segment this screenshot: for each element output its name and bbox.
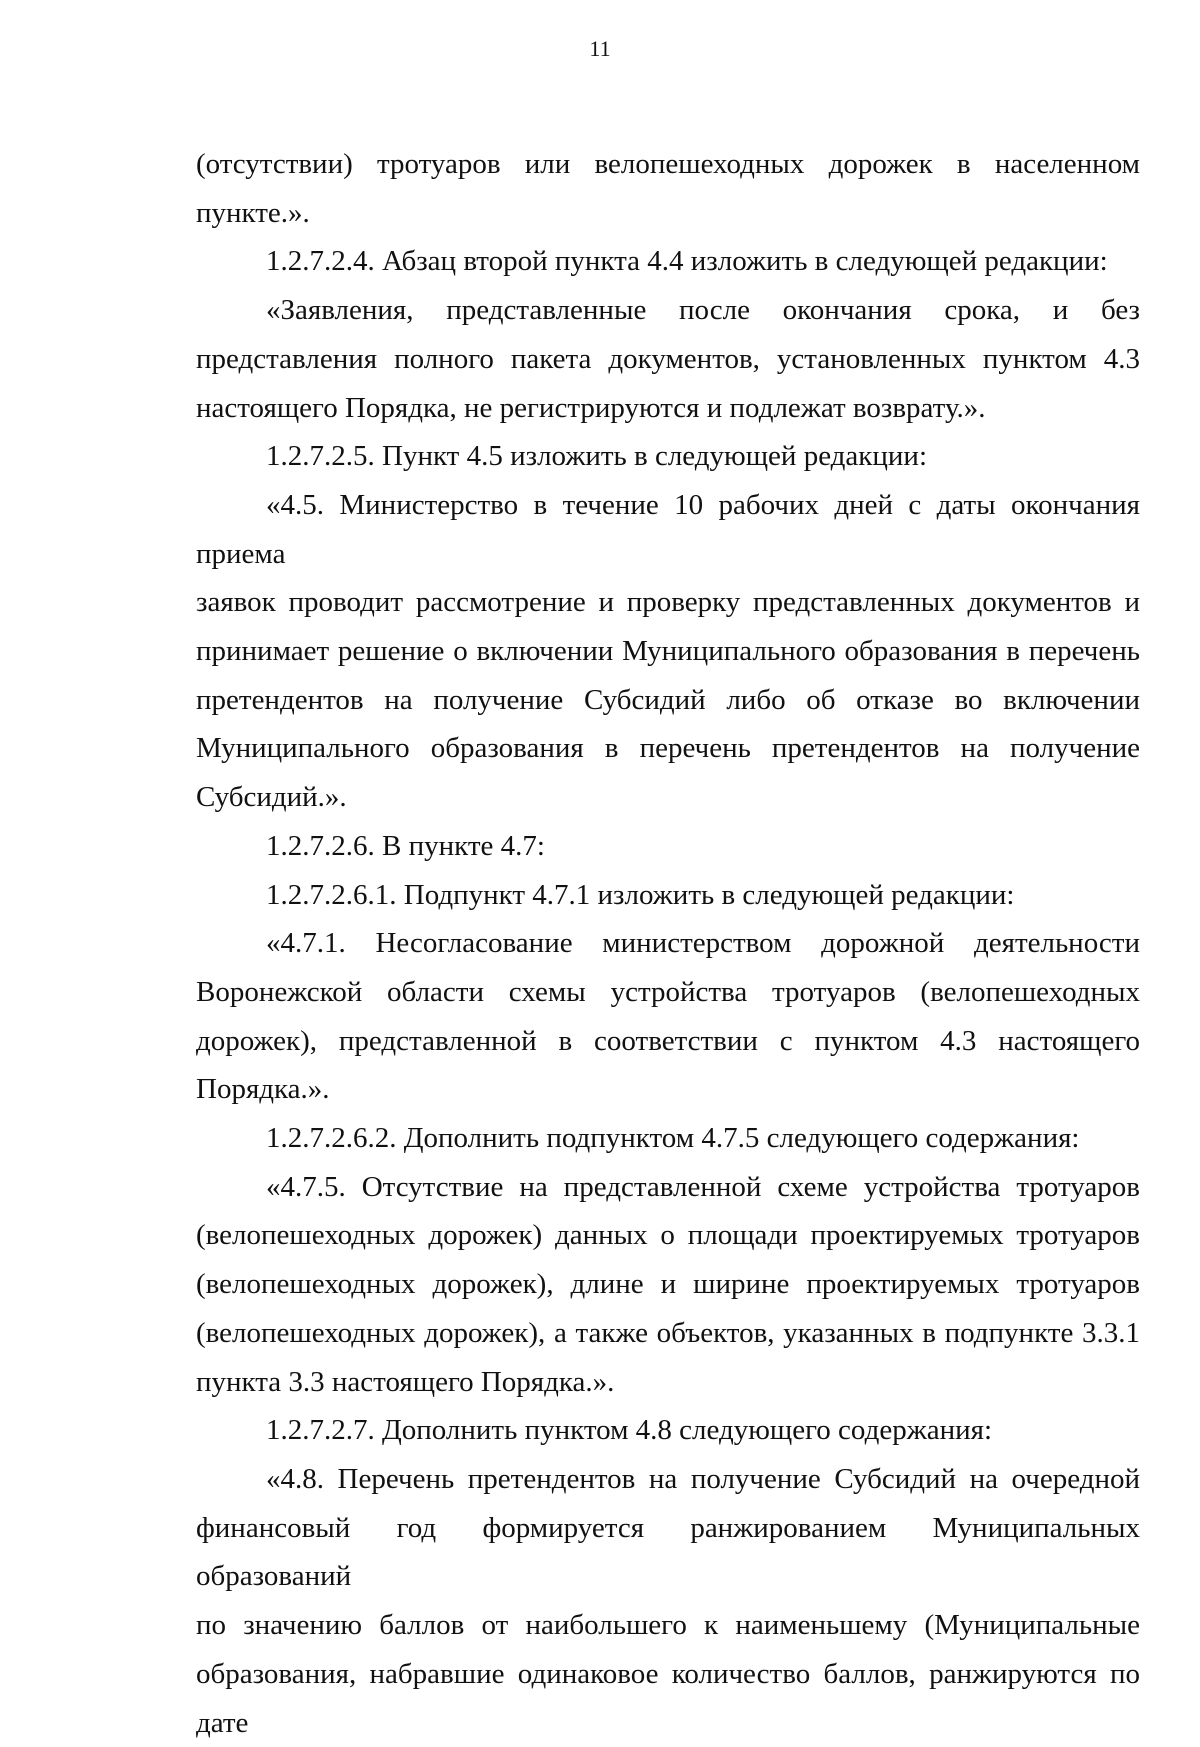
text-line: 1.2.7.2.6.2. Дополнить подпунктом 4.7.5 следующего содержания:	[266, 1122, 1080, 1155]
text-line: Воронежской области схемы устройства тротуаров (велопешеходных	[196, 975, 1140, 1008]
text-line: (велопешеходных дорожек) данных о площади проектируемых тротуаров	[196, 1219, 1140, 1252]
text-line: «Заявления, представленные после окончания срока, и без	[266, 294, 1140, 327]
text-line: по значению баллов от наибольшего к наименьшему (Муниципальные	[196, 1609, 1140, 1642]
text-line: 1.2.7.2.6. В пункте 4.7:	[266, 829, 545, 862]
text-line: заявок проводит рассмотрение и проверку представленных документов и	[196, 586, 1140, 619]
text-line: (отсутствии) тротуаров или велопешеходных дорожек в населенном пункте.».	[196, 148, 1140, 229]
text-line: (велопешеходных дорожек), длине и ширине проектируемых тротуаров	[196, 1268, 1140, 1301]
text-line: Субсидий.».	[196, 781, 347, 814]
text-line: настоящего Порядка, не регистрируются и подлежат возврату.».	[196, 391, 986, 424]
text-line: Муниципального образования в перечень претендентов на получение	[196, 732, 1140, 765]
page-number: 11	[589, 36, 611, 61]
text-line: 1.2.7.2.7. Дополнить пунктом 4.8 следующего содержания:	[266, 1414, 993, 1447]
text-line: принимает решение о включении Муниципального образования в перечень	[196, 635, 1140, 668]
text-line: «4.7.1. Несогласование министерством дорожной деятельности	[266, 927, 1140, 960]
text-line: претендентов на получение Субсидий либо об отказе во включении	[196, 683, 1140, 716]
document-body	[196, 140, 1140, 1747]
text-line: (велопешеходных дорожек), а также объектов, указанных в подпункте 3.3.1	[196, 1316, 1140, 1349]
text-line: представления полного пакета документов, установленных пунктом 4.3	[196, 342, 1140, 375]
text-line: образования, набравшие одинаковое количество баллов, ранжируются по дате	[196, 1657, 1140, 1739]
text-line: 1.2.7.2.4. Абзац второй пункта 4.4 изложить в следующей редакции:	[266, 245, 1108, 278]
text-line: «4.7.5. Отсутствие на представленной схеме устройства тротуаров	[266, 1170, 1140, 1203]
text-line: 1.2.7.2.5. Пункт 4.5 изложить в следующей редакции:	[266, 440, 928, 473]
text-line: Порядка.».	[196, 1073, 330, 1106]
text-line: «4.8. Перечень претендентов на получение Субсидий на очередной	[266, 1462, 1140, 1495]
text-line: дорожек), представленной в соответствии с пунктом 4.3 настоящего	[196, 1024, 1140, 1057]
text-line: финансовый год формируется ранжированием Муниципальных образований	[196, 1511, 1140, 1593]
text-line: 1.2.7.2.6.1. Подпункт 4.7.1 изложить в следующей редакции:	[266, 878, 1015, 911]
text-line: пункта 3.3 настоящего Порядка.».	[196, 1365, 615, 1398]
text-line: «4.5. Министерство в течение 10 рабочих дней с даты окончания приема	[196, 488, 1140, 570]
